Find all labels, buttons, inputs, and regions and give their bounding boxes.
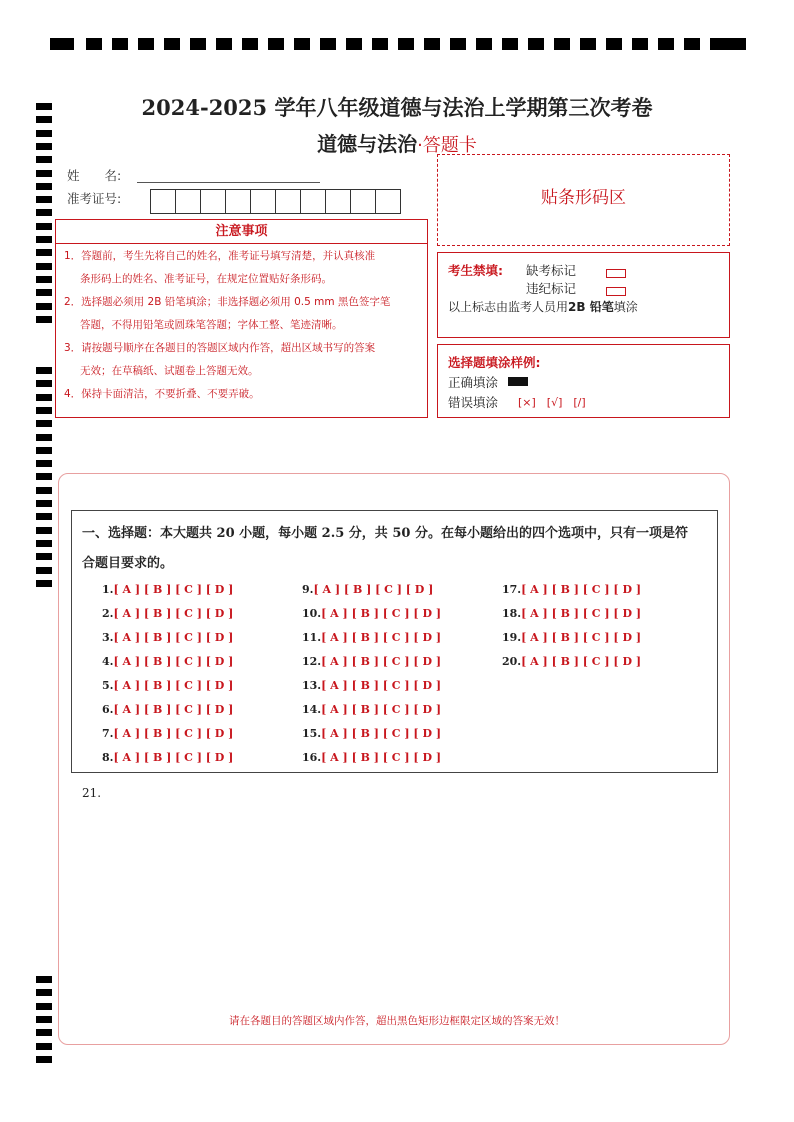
timing-mark bbox=[502, 38, 518, 50]
exam-id-label: 准考证号: bbox=[67, 191, 122, 206]
mcq-question-row[interactable] bbox=[502, 655, 641, 668]
timing-mark bbox=[36, 367, 52, 374]
timing-mark bbox=[684, 38, 700, 50]
timing-mark bbox=[476, 38, 492, 50]
timing-mark bbox=[36, 460, 52, 467]
timing-mark bbox=[36, 1029, 52, 1036]
exam-id-cell[interactable] bbox=[275, 189, 301, 214]
mcq-question-number: 8. bbox=[102, 751, 114, 764]
notice-item: 3．请按题号顺序在各题目的答题区域内作答，超出区域书写的答案 bbox=[64, 342, 376, 354]
timing-mark bbox=[36, 380, 52, 387]
timing-mark bbox=[138, 38, 154, 50]
violation-mark-label: 违纪标记 bbox=[526, 281, 577, 296]
timing-mark bbox=[190, 38, 206, 50]
timing-mark bbox=[632, 38, 648, 50]
mcq-options[interactable]: [ A ] [ B ] [ C ] [ D ] bbox=[321, 703, 442, 716]
timing-mark bbox=[346, 38, 362, 50]
mcq-question-row[interactable] bbox=[302, 727, 441, 740]
examiner-only-box bbox=[437, 252, 730, 338]
mcq-options[interactable]: [ A ] [ B ] [ C ] [ D ] bbox=[113, 751, 234, 764]
mcq-question-row[interactable] bbox=[302, 751, 441, 764]
mcq-question-row[interactable] bbox=[302, 631, 441, 644]
timing-mark bbox=[606, 38, 622, 50]
barcode-area: 贴条形码区 bbox=[437, 154, 730, 246]
forbidden-note-pencil: 2B 铅笔 bbox=[568, 300, 614, 314]
mcq-question-row[interactable] bbox=[102, 631, 233, 644]
timing-mark bbox=[36, 170, 52, 177]
footer-warning: 请在各题目的答题区域内作答，超出黑色矩形边框限定区域的答案无效！ bbox=[229, 1015, 565, 1027]
exam-id-cell[interactable] bbox=[175, 189, 201, 214]
mcq-question-row[interactable] bbox=[102, 751, 233, 764]
timing-mark bbox=[554, 38, 570, 50]
timing-mark bbox=[36, 500, 52, 507]
timing-mark bbox=[36, 263, 52, 270]
timing-mark bbox=[36, 434, 52, 441]
exam-id-cell[interactable] bbox=[200, 189, 226, 214]
timing-mark bbox=[36, 487, 52, 494]
timing-mark bbox=[36, 223, 52, 230]
exam-id-cell[interactable] bbox=[325, 189, 351, 214]
mcq-question-row[interactable] bbox=[502, 607, 641, 620]
mcq-question-row[interactable] bbox=[502, 631, 641, 644]
forbidden-note-prefix: 以上标志由监考人员用 bbox=[448, 300, 569, 314]
mcq-question-row[interactable] bbox=[302, 679, 441, 692]
mcq-options[interactable]: [ A ] [ B ] [ C ] [ D ] bbox=[321, 655, 442, 668]
absent-mark-box[interactable] bbox=[606, 263, 626, 282]
card-subtitle bbox=[0, 128, 794, 157]
mcq-options[interactable]: [ A ] [ B ] [ C ] [ D ] bbox=[113, 607, 234, 620]
mcq-question-number: 5. bbox=[102, 679, 114, 692]
exam-id-cell[interactable] bbox=[300, 189, 326, 214]
left-timing-marks-mid bbox=[36, 367, 52, 599]
timing-mark bbox=[36, 527, 52, 534]
mcq-question-number: 3. bbox=[102, 631, 114, 644]
notice-box bbox=[55, 219, 428, 418]
timing-mark bbox=[36, 289, 52, 296]
mcq-question-row[interactable] bbox=[102, 703, 233, 716]
top-timing-marks bbox=[50, 38, 746, 50]
timing-mark bbox=[36, 513, 52, 520]
question-21-answer-area[interactable] bbox=[75, 805, 715, 995]
timing-mark bbox=[658, 38, 674, 50]
mcq-question-number: 2. bbox=[102, 607, 114, 620]
mcq-question-number: 7. bbox=[102, 727, 114, 740]
mcq-question-number: 12. bbox=[302, 655, 322, 668]
mcq-question-number: 13. bbox=[302, 679, 322, 692]
mcq-question-number: 18. bbox=[502, 607, 522, 620]
timing-mark bbox=[36, 303, 52, 310]
mcq-options[interactable]: [ A ] [ B ] [ C ] [ D ] bbox=[321, 751, 442, 764]
answer-card-tag: ·答题卡 bbox=[417, 135, 477, 156]
timing-mark bbox=[528, 38, 544, 50]
correct-fill-mark bbox=[508, 377, 528, 386]
mcq-question-row[interactable] bbox=[102, 583, 233, 596]
exam-id-cell[interactable] bbox=[250, 189, 276, 214]
mcq-question-row[interactable] bbox=[102, 679, 233, 692]
name-label: 姓 名: bbox=[67, 168, 122, 183]
mcq-section bbox=[71, 510, 718, 773]
timing-mark bbox=[36, 447, 52, 454]
timing-mark bbox=[36, 989, 52, 996]
mcq-question-row[interactable] bbox=[102, 727, 233, 740]
timing-mark bbox=[450, 38, 466, 50]
fill-sample-box bbox=[437, 344, 730, 418]
mcq-question-number: 4. bbox=[102, 655, 114, 668]
mcq-question-row[interactable] bbox=[302, 655, 441, 668]
mcq-question-number: 19. bbox=[502, 631, 522, 644]
mcq-question-number: 14. bbox=[302, 703, 322, 716]
forbidden-note bbox=[448, 298, 638, 315]
timing-mark bbox=[36, 567, 52, 574]
mcq-options[interactable]: [ A ] [ B ] [ C ] [ D ] bbox=[321, 727, 442, 740]
exam-id-cell[interactable] bbox=[375, 189, 401, 214]
mcq-options[interactable]: [ A ] [ B ] [ C ] [ D ] bbox=[113, 631, 234, 644]
mcq-question-row[interactable] bbox=[102, 655, 233, 668]
notice-item: 1．答题前，考生先将自己的姓名，准考证号填写清楚，并认真核准 bbox=[64, 250, 376, 262]
mcq-question-row[interactable] bbox=[302, 583, 433, 596]
timing-mark bbox=[580, 38, 596, 50]
sample-title: 选择题填涂样例: bbox=[448, 355, 541, 370]
timing-mark bbox=[242, 38, 258, 50]
mcq-question-row[interactable] bbox=[102, 607, 233, 620]
notice-item: 条形码上的姓名、准考证号，在规定位置贴好条形码。 bbox=[80, 273, 332, 285]
absent-mark-label: 缺考标记 bbox=[526, 263, 577, 278]
mcq-heading-line1: 一、选择题：本大题共 20 小题，每小题 2.5 分，共 50 分。在每小题给出的四个选项中，只有一项是符 bbox=[82, 526, 688, 541]
timing-mark bbox=[36, 1056, 52, 1063]
notice-item: 无效；在草稿纸、试题卷上答题无效。 bbox=[80, 365, 259, 377]
timing-mark bbox=[36, 1043, 52, 1050]
exam-id-cell[interactable] bbox=[150, 189, 176, 214]
mcq-options[interactable]: [ A ] [ B ] [ C ] [ D ] bbox=[521, 607, 642, 620]
timing-mark bbox=[36, 553, 52, 560]
mcq-question-number: 1. bbox=[102, 583, 114, 596]
timing-mark bbox=[36, 196, 52, 203]
timing-mark bbox=[36, 156, 52, 163]
wrong-fill-marks: [×] [√] [/] bbox=[518, 396, 586, 409]
timing-mark bbox=[294, 38, 310, 50]
mcq-options[interactable]: [ A ] [ B ] [ C ] [ D ] bbox=[321, 607, 442, 620]
mcq-question-row[interactable] bbox=[502, 583, 641, 596]
mcq-options[interactable]: [ A ] [ B ] [ C ] [ D ] bbox=[113, 679, 234, 692]
timing-mark bbox=[372, 38, 388, 50]
mcq-question-number: 9. bbox=[302, 583, 314, 596]
timing-mark bbox=[36, 249, 52, 256]
timing-mark bbox=[86, 38, 102, 50]
timing-mark bbox=[50, 38, 74, 50]
mcq-options[interactable]: [ A ] [ B ] [ C ] [ D ] bbox=[521, 583, 642, 596]
mcq-options[interactable]: [ A ] [ B ] [ C ] [ D ] bbox=[521, 655, 642, 668]
timing-mark bbox=[36, 407, 52, 414]
mcq-question-number: 17. bbox=[502, 583, 522, 596]
timing-mark bbox=[112, 38, 128, 50]
mcq-options[interactable]: [ A ] [ B ] [ C ] [ D ] bbox=[113, 655, 234, 668]
correct-fill-label: 正确填涂 bbox=[448, 375, 499, 390]
notice-item: 答题，不得用铅笔或圆珠笔答题；字体工整、笔迹清晰。 bbox=[80, 319, 343, 331]
mcq-question-number: 20. bbox=[502, 655, 522, 668]
mcq-options[interactable]: [ A ] [ B ] [ C ] [ D ] bbox=[113, 583, 234, 596]
timing-mark bbox=[268, 38, 284, 50]
exam-title: 2024-2025 学年八年级道德与法治上学期第三次考卷 bbox=[141, 95, 653, 120]
timing-mark bbox=[722, 38, 746, 50]
timing-mark bbox=[36, 276, 52, 283]
mcq-options[interactable]: [ A ] [ B ] [ C ] [ D ] bbox=[321, 679, 442, 692]
timing-mark bbox=[36, 394, 52, 401]
timing-mark bbox=[36, 420, 52, 427]
mcq-question-number: 16. bbox=[302, 751, 322, 764]
mcq-question-number: 10. bbox=[302, 607, 322, 620]
mcq-question-number: 6. bbox=[102, 703, 114, 716]
mcq-question-row[interactable] bbox=[302, 703, 441, 716]
timing-mark bbox=[216, 38, 232, 50]
timing-mark bbox=[164, 38, 180, 50]
mcq-heading-line2: 合题目要求的。 bbox=[82, 556, 174, 571]
timing-mark bbox=[36, 316, 52, 323]
timing-mark bbox=[36, 183, 52, 190]
exam-id-cell[interactable] bbox=[225, 189, 251, 214]
exam-id-boxes[interactable] bbox=[151, 189, 401, 214]
timing-mark bbox=[36, 209, 52, 216]
name-field[interactable] bbox=[137, 181, 320, 183]
notice-item: 2．选择题必须用 2B 铅笔填涂；非选择题必须用 0.5 mm 黑色签字笔 bbox=[64, 296, 391, 308]
mcq-options[interactable]: [ A ] [ B ] [ C ] [ D ] bbox=[313, 583, 434, 596]
timing-mark bbox=[36, 976, 52, 983]
timing-mark bbox=[36, 236, 52, 243]
timing-mark bbox=[398, 38, 414, 50]
mcq-options[interactable]: [ A ] [ B ] [ C ] [ D ] bbox=[113, 703, 234, 716]
timing-mark bbox=[36, 473, 52, 480]
mcq-options[interactable]: [ A ] [ B ] [ C ] [ D ] bbox=[321, 631, 442, 644]
question-21-label: 21. bbox=[82, 786, 102, 800]
timing-mark bbox=[36, 1003, 52, 1010]
notice-heading: 注意事项 bbox=[56, 220, 427, 244]
mcq-options[interactable]: [ A ] [ B ] [ C ] [ D ] bbox=[113, 727, 234, 740]
timing-mark bbox=[424, 38, 440, 50]
notice-item: 4．保持卡面清洁，不要折叠、不要弄破。 bbox=[64, 388, 260, 400]
mcq-question-number: 15. bbox=[302, 727, 322, 740]
mcq-options[interactable]: [ A ] [ B ] [ C ] [ D ] bbox=[521, 631, 642, 644]
timing-mark bbox=[320, 38, 336, 50]
timing-mark bbox=[36, 540, 52, 547]
mcq-question-number: 11. bbox=[302, 631, 322, 644]
exam-id-cell[interactable] bbox=[350, 189, 376, 214]
timing-mark bbox=[36, 580, 52, 587]
wrong-fill-label: 错误填涂 bbox=[448, 395, 499, 410]
forbidden-note-suffix: 填涂 bbox=[613, 300, 638, 314]
subject-name: 道德与法治 bbox=[317, 132, 418, 156]
forbidden-label: 考生禁填: bbox=[448, 263, 503, 278]
mcq-question-row[interactable] bbox=[302, 607, 441, 620]
